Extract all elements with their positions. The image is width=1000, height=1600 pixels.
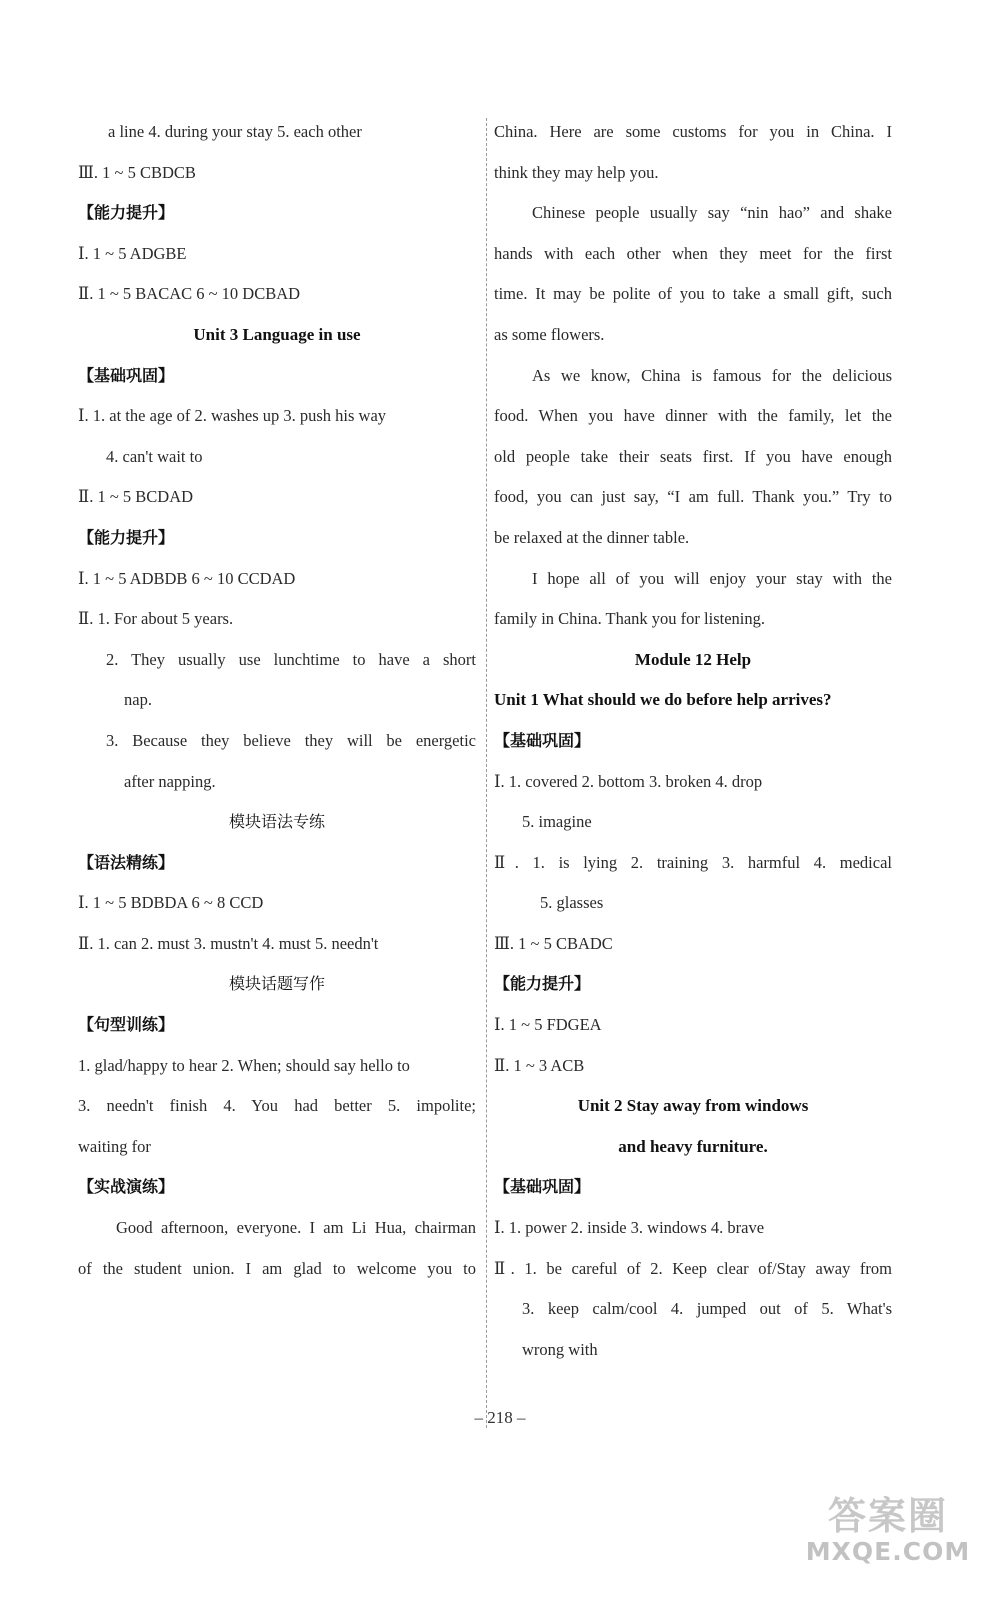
- right-text-line: 【能力提升】: [494, 974, 591, 994]
- right-text-line: as some flowers.: [494, 324, 605, 344]
- right-text-line: family in China. Thank you for listening.: [494, 609, 765, 629]
- right-text-line: Ⅱ. 1. is lying 2. training 3. harmful 4. medical: [494, 852, 892, 872]
- left-text-line: Ⅲ. 1 ~ 5 CBDCB: [78, 162, 196, 182]
- right-text-line: Module 12 Help: [634, 649, 752, 669]
- right-text-line: Ⅰ. 1 ~ 5 FDGEA: [494, 1015, 602, 1035]
- left-column: [78, 112, 476, 1289]
- right-text-line: 3. keep calm/cool 4. jumped out of 5. What's: [522, 1299, 892, 1319]
- left-text-line: Ⅱ. 1. For about 5 years.: [78, 609, 234, 629]
- left-text-line: 【实战演练】: [78, 1177, 175, 1197]
- left-text-line: a line 4. during your stay 5. each other: [108, 122, 362, 141]
- right-column: [494, 112, 892, 1370]
- right-text-line: and heavy furniture.: [618, 1136, 768, 1156]
- left-text-line: Good afternoon, everyone. I am Li Hua, chairman: [116, 1218, 476, 1238]
- left-text-line: 3. Because they believe they will be energetic: [106, 730, 476, 750]
- left-text-line: Ⅱ. 1 ~ 5 BACAC 6 ~ 10 DCBAD: [78, 284, 301, 304]
- right-text-line: think they may help you.: [494, 162, 659, 182]
- right-text-line: Ⅲ. 1 ~ 5 CBADC: [494, 933, 613, 953]
- right-text-line: 5. glasses: [540, 893, 604, 913]
- left-text-line: waiting for: [78, 1136, 151, 1156]
- left-text-line: nap.: [124, 690, 152, 710]
- left-text-line: after napping.: [124, 771, 216, 791]
- watermark-url: MXQE.COM: [805, 1537, 971, 1566]
- watermark-logo: [798, 1494, 978, 1574]
- right-text-line: food. When you have dinner with the family, let the: [494, 406, 892, 426]
- right-text-line: Unit 1 What should we do before help arrives?: [494, 690, 832, 710]
- right-text-line: Ⅱ. 1 ~ 3 ACB: [494, 1055, 585, 1075]
- column-divider: [486, 118, 487, 1428]
- right-text-line: wrong with: [522, 1339, 598, 1359]
- right-text-line: Ⅱ. 1. be careful of 2. Keep clear of/Stay away from: [494, 1258, 892, 1278]
- right-text-line: China. Here are some customs for you in China. I: [494, 122, 892, 141]
- left-text-line: 【基础巩固】: [78, 365, 175, 385]
- right-text-line: As we know, China is famous for the delicious: [532, 365, 892, 385]
- right-text-line: hands with each other when they meet for the first: [494, 243, 892, 263]
- left-text-line: of the student union. I am glad to welcome you to: [78, 1258, 476, 1278]
- right-text-line: Ⅰ. 1. covered 2. bottom 3. broken 4. drop: [494, 771, 763, 791]
- left-text-line: 2. They usually use lunchtime to have a short: [106, 649, 476, 669]
- left-text-line: Ⅰ. 1 ~ 5 BDBDA 6 ~ 8 CCD: [78, 893, 264, 913]
- left-text-line: 3. needn't finish 4. You had better 5. impolite;: [78, 1096, 476, 1116]
- left-text-line: Ⅰ. 1. at the age of 2. washes up 3. push his way: [78, 406, 387, 426]
- left-text-line: 【能力提升】: [78, 527, 175, 547]
- right-text-line: 【基础巩固】: [494, 1177, 591, 1197]
- left-text-line: Ⅰ. 1 ~ 5 ADGBE: [78, 243, 187, 263]
- left-text-line: Unit 3 Language in use: [193, 324, 361, 344]
- right-text-line: old people take their seats first. If you have enough: [494, 446, 892, 466]
- right-text-line: 【基础巩固】: [494, 730, 591, 750]
- right-text-line: I hope all of you will enjoy your stay with the: [532, 568, 892, 588]
- left-text-line: 模块语法专练: [228, 812, 325, 832]
- right-text-line: food, you can just say, “I am full. Thank you.” Try to: [494, 487, 892, 507]
- left-text-line: 1. glad/happy to hear 2. When; should say hello to: [78, 1055, 410, 1075]
- right-text-line: be relaxed at the dinner table.: [494, 527, 690, 547]
- right-text-line: 5. imagine: [522, 812, 592, 832]
- left-text-line: Ⅱ. 1 ~ 5 BCDAD: [78, 487, 194, 507]
- left-text-line: Ⅱ. 1. can 2. must 3. mustn't 4. must 5. needn't: [78, 933, 379, 953]
- left-text-line: 【能力提升】: [78, 203, 175, 223]
- watermark-title: 答案圈: [827, 1494, 948, 1538]
- left-text-line: Ⅰ. 1 ~ 5 ADBDB 6 ~ 10 CCDAD: [78, 568, 296, 588]
- page-number: – 218 –: [474, 1408, 526, 1427]
- left-text-line: 4. can't wait to: [106, 446, 203, 466]
- right-text-line: Chinese people usually say “nin hao” and shake: [532, 203, 892, 223]
- left-text-line: 【语法精练】: [78, 852, 175, 872]
- left-text-line: 模块话题写作: [228, 974, 325, 994]
- left-text-line: 【句型训练】: [78, 1015, 175, 1035]
- right-text-line: Unit 2 Stay away from windows: [577, 1096, 809, 1116]
- right-text-line: Ⅰ. 1. power 2. inside 3. windows 4. brave: [494, 1218, 765, 1238]
- right-text-line: time. It may be polite of you to take a small gift, such: [494, 284, 892, 304]
